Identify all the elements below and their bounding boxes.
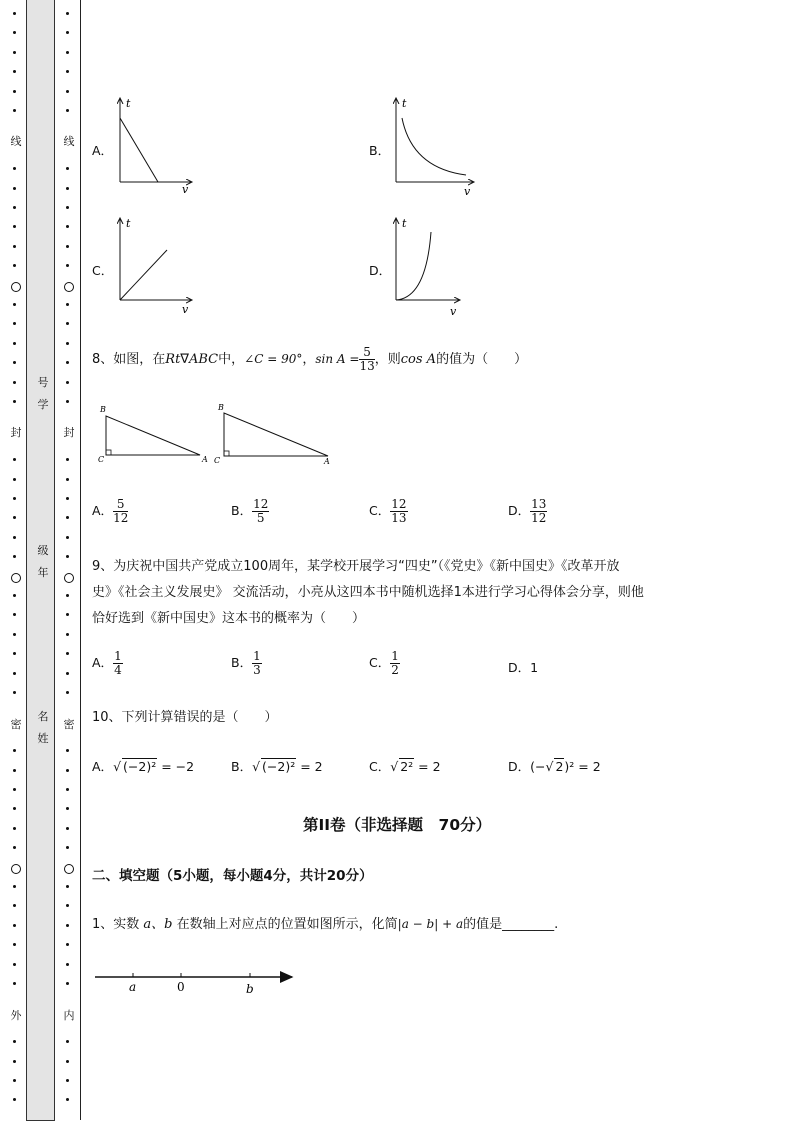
margin-dot: [13, 381, 16, 384]
margin-dot: [13, 652, 16, 655]
fraction-numerator: 5: [113, 498, 128, 512]
margin-dot: [66, 652, 69, 655]
radicand: (−2)²: [262, 759, 296, 774]
tick-label-zero: 0: [177, 980, 185, 994]
inner-mark-xian: 线: [63, 135, 75, 148]
margin-dot: [13, 904, 16, 907]
triangle-small: [106, 416, 200, 455]
margin-dot: [13, 516, 16, 519]
margin-dot: [66, 225, 69, 228]
option-rest: = −2: [157, 759, 195, 774]
margin-dot: [13, 1098, 16, 1101]
fill-q1-expression: |a − b| + a: [397, 917, 464, 931]
margin-dot: [66, 516, 69, 519]
margin-dot: [66, 497, 69, 500]
inner-dotted-line: [63, 0, 73, 1123]
option-letter: D．: [508, 660, 531, 675]
margin-dot: [13, 749, 16, 752]
q8-suffix1: ，则: [374, 352, 401, 367]
margin-dot: [13, 12, 16, 15]
part-two-title: 第II卷（非选择题 70分）: [303, 816, 492, 834]
q10-stem: 10、下列计算错误的是（ ）: [92, 710, 278, 725]
margin-dot: [13, 769, 16, 772]
margin-dot: [66, 303, 69, 306]
field-label-student-number: 号学: [37, 376, 49, 411]
y-axis-label: t: [402, 217, 407, 230]
x-axis-label: v: [182, 183, 189, 196]
margin-dot: [66, 245, 69, 248]
section-title-fill-blank: 二、填空题（5小题，每小题4分，共计20分）: [92, 868, 373, 884]
q9-option-b: [231, 650, 262, 677]
option-value: 1: [530, 660, 539, 675]
q10-option-c: C．√ 2² = 2: [369, 759, 441, 774]
margin-dot: [13, 788, 16, 791]
field-label-grade: 级年: [37, 544, 49, 579]
q7-option-c-letter: C．: [92, 263, 114, 278]
margin-dot: [66, 109, 69, 112]
margin-dot: [66, 982, 69, 985]
q8-angle: ∠C = 90°: [244, 352, 303, 366]
outer-mark-xian: 线: [10, 135, 22, 148]
y-axis-label: t: [402, 97, 407, 110]
margin-dot: [13, 264, 16, 267]
margin-dot: [66, 167, 69, 170]
inner-circle-mark: [64, 573, 74, 583]
option-letter: A．: [92, 655, 114, 670]
margin-dot: [13, 167, 16, 170]
q7-option-a-letter: A．: [92, 143, 114, 158]
margin-dot: [13, 963, 16, 966]
x-axis-label: v: [450, 305, 457, 318]
fraction-denominator: 12: [113, 511, 129, 525]
margin-dot: [13, 1060, 16, 1063]
margin-dot: [66, 691, 69, 694]
margin-dot: [66, 458, 69, 461]
margin-dot: [13, 982, 16, 985]
graph-curve: [402, 118, 466, 175]
vertex-c-label: C: [98, 455, 105, 464]
margin-dot: [66, 672, 69, 675]
option-letter: D．: [508, 759, 531, 774]
outer-dotted-line: [10, 0, 20, 1123]
radicand: 2²: [400, 759, 414, 774]
fraction-denominator: 13: [391, 511, 407, 525]
q8-suffix2: 的值为（ ）: [436, 352, 528, 367]
q9-option-d: [508, 658, 538, 676]
x-axis-label: v: [182, 303, 189, 316]
binding-border-line: [80, 0, 81, 1120]
number-line-figure: [92, 965, 302, 997]
outer-circle-mark: [11, 282, 21, 292]
tick-label-b: b: [246, 982, 254, 996]
margin-dot: [13, 672, 16, 675]
margin-dot: [66, 206, 69, 209]
q9-line-2: 史》《社会主义发展史》 交流活动，小亮从这四本书中随机选择1本进行学习心得体会分享，则他: [92, 585, 644, 600]
margin-dot: [13, 885, 16, 888]
q8-cos: cos A: [400, 352, 437, 367]
y-axis-label: t: [126, 97, 131, 110]
option-letter: A．: [92, 759, 114, 774]
margin-dot: [13, 497, 16, 500]
margin-dot: [66, 788, 69, 791]
margin-dot: [66, 1040, 69, 1043]
margin-dot: [13, 51, 16, 54]
vertex-b-label: B: [218, 403, 224, 412]
margin-dot: [66, 536, 69, 539]
option-letter: B．: [231, 503, 253, 518]
option-letter: C．: [369, 655, 391, 670]
margin-dot: [13, 400, 16, 403]
margin-dot: [66, 1098, 69, 1101]
margin-dot: [66, 924, 69, 927]
margin-dot: [66, 70, 69, 73]
margin-dot: [13, 206, 16, 209]
fraction-denominator: 5: [256, 511, 265, 525]
margin-dot: [66, 400, 69, 403]
q7-option-d-graph: [388, 212, 468, 318]
vertex-b-label: B: [100, 405, 106, 414]
y-axis-label: t: [126, 217, 131, 230]
inner-circle-mark: [64, 282, 74, 292]
triangle-large: [224, 413, 328, 456]
margin-dot: [13, 691, 16, 694]
margin-dot: [66, 749, 69, 752]
margin-dot: [66, 478, 69, 481]
outer-mark-wai: 外: [10, 1009, 22, 1022]
fraction-numerator: 12: [253, 497, 269, 511]
option-pre: (−: [530, 759, 546, 774]
fraction-numerator: 1: [253, 649, 261, 663]
q8-sin-den: 13: [359, 359, 375, 373]
right-angle-mark: [224, 451, 229, 456]
inner-mark-mi: 密: [63, 718, 75, 731]
fraction-numerator: 1: [391, 649, 399, 663]
margin-dot: [66, 885, 69, 888]
q7-option-d-letter: D．: [369, 263, 392, 278]
margin-dot: [13, 478, 16, 481]
margin-dot: [13, 807, 16, 810]
margin-dot: [13, 322, 16, 325]
option-letter: A．: [92, 503, 114, 518]
fraction-numerator: 12: [391, 497, 407, 511]
margin-dot: [13, 827, 16, 830]
fill-q1-stem: [92, 913, 558, 932]
margin-dot: [66, 827, 69, 830]
q8-triangle-name: ABC: [189, 352, 219, 367]
q10-option-a: A．√ (−2)² = −2: [92, 759, 195, 774]
margin-dot: [66, 51, 69, 54]
q8-stem: 8、如图，在Rt∇ABC中，∠C = 90°，sin A = $\frac{5}{13}$ ，则cos A的值为（ ）: [92, 345, 528, 373]
margin-dot: [13, 225, 16, 228]
q7-option-a-graph: [112, 92, 202, 196]
graph-curve: [120, 118, 158, 182]
margin-dot: [66, 361, 69, 364]
outer-mark-mi: 密: [10, 718, 22, 731]
q9-option-c: [369, 650, 400, 677]
fill-q1-suffix: 的值是________.: [463, 917, 559, 932]
margin-dot: [13, 70, 16, 73]
margin-dot: [13, 943, 16, 946]
inner-mark-feng: 封: [63, 426, 75, 439]
margin-dot: [13, 187, 16, 190]
margin-dot: [13, 31, 16, 34]
field-label-name: 名姓: [37, 710, 49, 745]
margin-dot: [13, 90, 16, 93]
margin-dot: [66, 31, 69, 34]
q10-option-d: D．(−√ 2)² = 2: [508, 759, 601, 774]
margin-dot: [13, 109, 16, 112]
q7-option-c-graph: [112, 212, 202, 316]
q8-option-b: [231, 498, 269, 525]
inner-circle-mark: [64, 864, 74, 874]
margin-dot: [13, 924, 16, 927]
margin-dot: [13, 245, 16, 248]
margin-dot: [66, 963, 69, 966]
q8-sin: sin A =: [315, 352, 360, 366]
margin-dot: [13, 594, 16, 597]
radicand: (−2)²: [123, 759, 157, 774]
option-letter: C．: [369, 759, 391, 774]
q9-line-3: 恰好选到《新中国史》这本书的概率为（ ）: [92, 611, 366, 626]
margin-dot: [66, 613, 69, 616]
fraction-denominator: 2: [391, 663, 399, 677]
outer-mark-feng: 封: [10, 426, 22, 439]
q8-sin-fraction: [359, 346, 374, 373]
margin-dot: [66, 12, 69, 15]
fraction-numerator: 1: [114, 649, 122, 663]
option-rest: = 2: [414, 759, 441, 774]
margin-dot: [66, 555, 69, 558]
right-angle-mark: [106, 450, 111, 455]
margin-dot: [66, 1079, 69, 1082]
margin-dot: [13, 342, 16, 345]
margin-dot: [13, 536, 16, 539]
margin-dot: [66, 342, 69, 345]
option-letter: C．: [369, 503, 391, 518]
option-letter: B．: [231, 759, 253, 774]
margin-dot: [13, 555, 16, 558]
margin-dot: [66, 322, 69, 325]
fraction-denominator: 12: [531, 511, 547, 525]
x-axis-label: v: [464, 185, 471, 196]
q8-option-d: [508, 498, 547, 525]
option-rest: = 2: [296, 759, 323, 774]
margin-dot: [13, 846, 16, 849]
margin-dot: [66, 187, 69, 190]
margin-dot: [66, 594, 69, 597]
tick-label-a: a: [129, 980, 137, 994]
margin-dot: [13, 458, 16, 461]
inner-mark-nei: 内: [63, 1009, 75, 1022]
fraction-numerator: 13: [531, 497, 547, 511]
q8-option-c: [369, 498, 408, 525]
graph-curve: [120, 250, 167, 300]
margin-dot: [66, 264, 69, 267]
vertex-c-label: C: [214, 456, 221, 465]
q8-sin-num: 5: [359, 346, 374, 360]
option-letter: D．: [508, 503, 531, 518]
margin-dot: [66, 807, 69, 810]
q7-option-b-graph: [388, 92, 480, 196]
vertex-a-label: A: [202, 455, 208, 464]
option-letter: B．: [231, 655, 253, 670]
margin-dot: [66, 1060, 69, 1063]
graph-curve: [396, 232, 431, 300]
fill-q1-prefix: 1、实数: [92, 917, 140, 932]
q9-option-a: [92, 650, 123, 677]
margin-dot: [66, 846, 69, 849]
q8-option-a: [92, 498, 128, 525]
outer-circle-mark: [11, 573, 21, 583]
margin-dot: [13, 303, 16, 306]
margin-dot: [13, 613, 16, 616]
fill-q1-mid: 在数轴上对应点的位置如图所示，化简: [176, 917, 398, 932]
margin-dot: [13, 1079, 16, 1082]
margin-dot: [66, 381, 69, 384]
fraction-denominator: 4: [114, 663, 122, 677]
margin-dot: [66, 904, 69, 907]
q10-option-b: B．√ (−2)² = 2: [231, 759, 323, 774]
vertex-a-label: A: [324, 457, 330, 466]
margin-dot: [13, 1040, 16, 1043]
fill-q1-vars: a、b: [143, 917, 173, 932]
radicand: 2: [555, 759, 564, 774]
margin-dot: [13, 633, 16, 636]
margin-dot: [66, 633, 69, 636]
margin-dot: [66, 90, 69, 93]
q9-line-1: 9、为庆祝中国共产党成立100周年，某学校开展学习“四史”（《党史》《新中国史》《改革开放: [92, 559, 620, 574]
q7-option-b-letter: B．: [369, 143, 391, 158]
fraction-denominator: 3: [253, 663, 261, 677]
margin-dot: [13, 361, 16, 364]
margin-dot: [66, 769, 69, 772]
margin-dot: [66, 943, 69, 946]
q8-mid: 中，: [218, 352, 245, 367]
option-post: )² = 2: [564, 759, 601, 774]
q8-sep: ，: [302, 352, 316, 367]
q8-rt: Rt: [165, 352, 181, 367]
q8-triangles-figure: [96, 400, 336, 470]
q8-prefix: 8、如图，在: [92, 352, 166, 367]
outer-circle-mark: [11, 864, 21, 874]
